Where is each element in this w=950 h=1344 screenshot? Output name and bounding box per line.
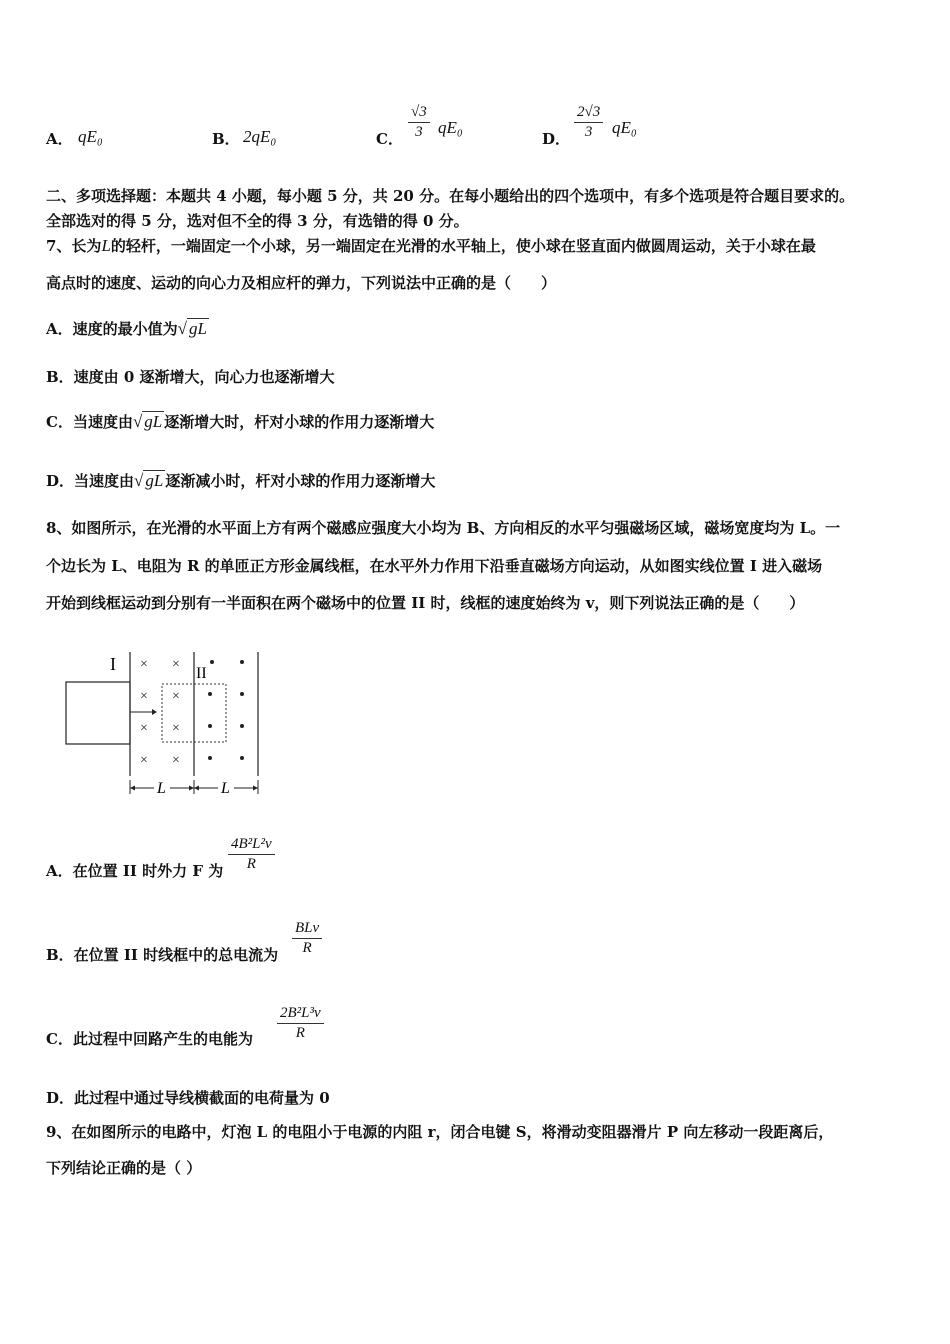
q8-option-c-fraction: $\frac{\text{2B²L³v}}{R}$ — [277, 1005, 324, 1042]
q9-stem-line2: 下列结论正确的是（ ） — [46, 1159, 202, 1177]
q7-option-a: A．速度的最小值为√ gL — [46, 319, 207, 338]
cross-mark: × — [140, 721, 148, 736]
dimension-arrow — [130, 786, 135, 791]
q6-option-c-fraction: $\frac{√3}{3}$ — [408, 104, 430, 141]
dot-mark — [240, 724, 244, 728]
q8-option-a-fraction: $\frac{\text{4B²L²v}}{R}$ — [228, 836, 275, 873]
q6-option-d-label: D． — [542, 130, 571, 148]
dimension-arrow — [189, 786, 194, 791]
q8-figure — [60, 648, 280, 803]
section2-heading-line2: 全部选对的得 5 分，选对但不全的得 3 分，有选错的得 0 分。 — [46, 212, 469, 230]
section2-heading-line1: 二、多项选择题：本题共 4 小题，每小题 5 分，共 20 分。在每小题给出的四个选项中，有多个选项是符合题目要求的。 — [46, 187, 855, 205]
q8-stem-line1: 8、如图所示，在光滑的水平面上方有两个磁感应强度大小均为 B、方向相反的水平匀强磁场区域，磁场宽度均为 L。一 — [46, 519, 841, 537]
q8-option-d: D．此过程中通过导线横截面的电荷量为 0 — [46, 1089, 330, 1107]
q8-stem-line2: 个边长为 L、电阻为 R 的单匝正方形金属线框，在水平外力作用下沿垂直磁场方向运动，从如图实线位置 I 进入磁场 — [46, 557, 823, 575]
q6-option-d-fraction: $\frac{2√3}{3}$ — [574, 104, 603, 141]
q7-stem-line2: 高点时的速度、运动的向心力及相应杆的弹力，下列说法中正确的是（ ） — [46, 274, 557, 292]
cross-mark: × — [172, 721, 180, 736]
q8-option-b: B．在位置 II 时线框中的总电流为 — [46, 946, 279, 964]
cross-mark: × — [140, 689, 148, 704]
q6-option-a-label: A． — [46, 130, 73, 148]
dimension-label-1: L — [157, 780, 166, 797]
dot-mark — [240, 692, 244, 696]
dot-mark — [208, 724, 212, 728]
q8-option-c: C．此过程中回路产生的电能为 — [46, 1030, 253, 1048]
cross-mark: × — [172, 657, 180, 672]
cross-mark: × — [140, 753, 148, 768]
q7-option-b: B．速度由 0 逐渐增大，向心力也逐渐增大 — [46, 368, 335, 386]
q8-option-b-fraction: BLv R — [292, 920, 322, 957]
cross-mark: × — [172, 689, 180, 704]
q6-option-d-tail: qE₀ — [612, 118, 637, 137]
motion-arrow-head — [152, 709, 157, 715]
cross-mark: × — [140, 657, 148, 672]
q6-option-c-tail: qE₀ — [438, 118, 463, 137]
loop-position-1 — [66, 682, 130, 744]
dot-mark — [210, 660, 214, 664]
q7-option-d: D．当速度由√ gL 逐渐减小时，杆对小球的作用力逐渐增大 — [46, 471, 436, 490]
dimension-arrow — [194, 786, 199, 791]
dot-mark — [208, 756, 212, 760]
figure-label-position-1: I — [110, 654, 116, 674]
dot-mark — [240, 660, 244, 664]
q8-option-a: A．在位置 II 时外力 F 为 — [46, 862, 224, 880]
q7-stem-line1: 7、长为L的轻杆，一端固定一个小球，另一端固定在光滑的水平轴上，使小球在竖直面内做圆周运动，关于小球在最 — [46, 236, 816, 255]
cross-mark: × — [172, 753, 180, 768]
q7-option-c: C．当速度由√ gL 逐渐增大时，杆对小球的作用力逐渐增大 — [46, 412, 435, 431]
q6-option-b-math: 2qE₀ — [243, 127, 277, 146]
dot-mark — [240, 756, 244, 760]
figure-label-position-2: II — [196, 665, 207, 682]
q6-option-a-math: qE₀ — [78, 127, 103, 146]
q9-stem-line1: 9、在如图所示的电路中，灯泡 L 的电阻小于电源的内阻 r，闭合电键 S，将滑动变阻器滑片 P 向左移动一段距离后， — [46, 1123, 834, 1141]
q6-option-b-label: B． — [212, 130, 240, 148]
q8-stem-line3: 开始到线框运动到分别有一半面积在两个磁场中的位置 II 时，线框的速度始终为 v，则下列说法正确的是（ ） — [46, 594, 805, 612]
dimension-arrow — [253, 786, 258, 791]
q6-option-c-label: C． — [376, 130, 403, 148]
dimension-label-2: L — [221, 780, 230, 797]
dot-mark — [208, 692, 212, 696]
